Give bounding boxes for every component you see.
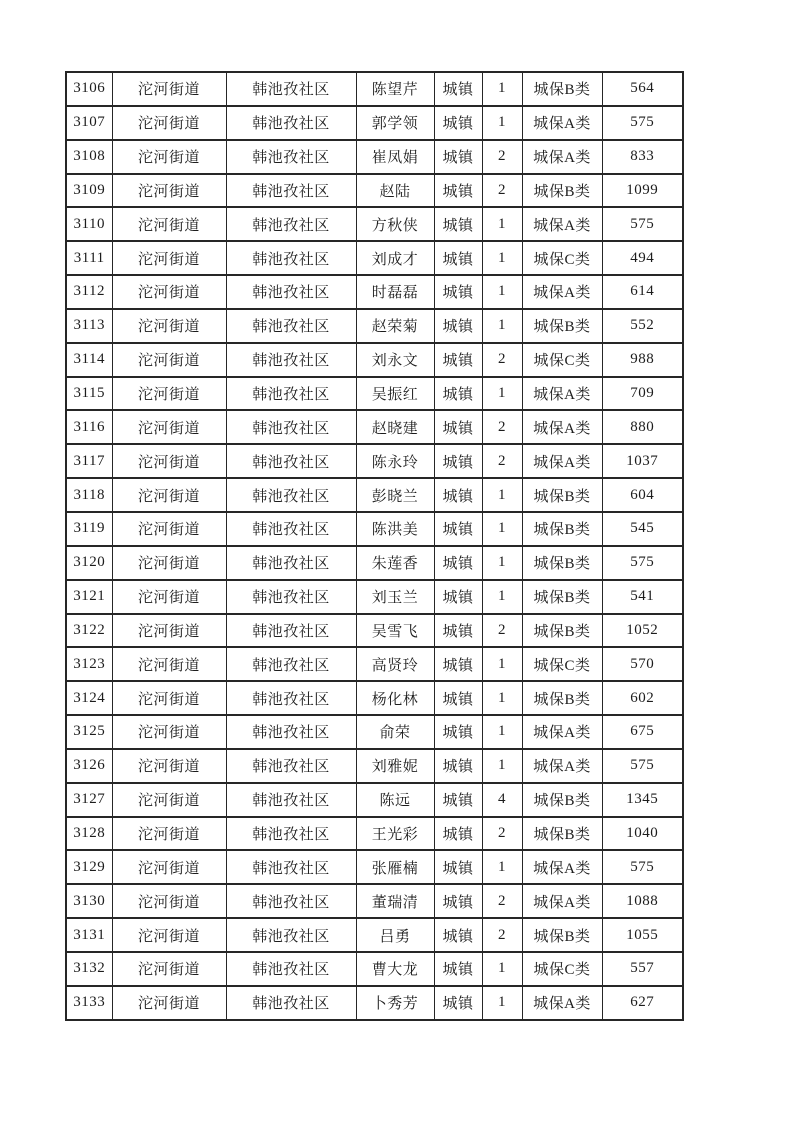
cell-person-count: 1 (482, 986, 522, 1020)
cell-person-name: 时磊磊 (356, 275, 434, 309)
cell-residence-type: 城镇 (434, 647, 482, 681)
cell-person-name: 刘永文 (356, 343, 434, 377)
cell-amount: 552 (602, 309, 683, 343)
cell-serial-number: 3132 (66, 952, 112, 986)
table-row (66, 952, 683, 986)
cell-community: 韩池孜社区 (226, 309, 356, 343)
cell-benefit-category: 城保A类 (522, 715, 602, 749)
cell-person-name: 刘成才 (356, 241, 434, 275)
cell-person-name: 吴振红 (356, 377, 434, 411)
cell-community: 韩池孜社区 (226, 478, 356, 512)
cell-residence-type: 城镇 (434, 614, 482, 648)
cell-community: 韩池孜社区 (226, 918, 356, 952)
cell-person-count: 4 (482, 783, 522, 817)
cell-residence-type: 城镇 (434, 715, 482, 749)
cell-community: 韩池孜社区 (226, 275, 356, 309)
cell-serial-number: 3126 (66, 749, 112, 783)
cell-serial-number: 3116 (66, 410, 112, 444)
table-row (66, 174, 683, 208)
cell-person-count: 1 (482, 580, 522, 614)
cell-serial-number: 3112 (66, 275, 112, 309)
cell-person-name: 彭晓兰 (356, 478, 434, 512)
cell-person-name: 卜秀芳 (356, 986, 434, 1020)
cell-community: 韩池孜社区 (226, 783, 356, 817)
cell-residence-type: 城镇 (434, 580, 482, 614)
cell-street: 沱河街道 (112, 275, 226, 309)
cell-serial-number: 3129 (66, 850, 112, 884)
table-row (66, 309, 683, 343)
cell-benefit-category: 城保C类 (522, 952, 602, 986)
cell-benefit-category: 城保C类 (522, 343, 602, 377)
cell-amount: 1055 (602, 918, 683, 952)
cell-person-count: 1 (482, 377, 522, 411)
table-row (66, 377, 683, 411)
cell-amount: 1037 (602, 444, 683, 478)
cell-benefit-category: 城保B类 (522, 783, 602, 817)
cell-street: 沱河街道 (112, 546, 226, 580)
cell-person-count: 2 (482, 614, 522, 648)
cell-benefit-category: 城保A类 (522, 106, 602, 140)
cell-street: 沱河街道 (112, 309, 226, 343)
table-row (66, 410, 683, 444)
cell-street: 沱河街道 (112, 241, 226, 275)
table-row (66, 986, 683, 1020)
cell-community: 韩池孜社区 (226, 647, 356, 681)
table-row (66, 478, 683, 512)
cell-amount: 557 (602, 952, 683, 986)
cell-person-name: 吕勇 (356, 918, 434, 952)
cell-amount: 614 (602, 275, 683, 309)
table-body (66, 72, 683, 1020)
cell-benefit-category: 城保A类 (522, 749, 602, 783)
table-row (66, 106, 683, 140)
cell-serial-number: 3114 (66, 343, 112, 377)
cell-serial-number: 3131 (66, 918, 112, 952)
cell-amount: 1088 (602, 884, 683, 918)
cell-residence-type: 城镇 (434, 512, 482, 546)
cell-community: 韩池孜社区 (226, 512, 356, 546)
cell-serial-number: 3109 (66, 174, 112, 208)
table-row (66, 614, 683, 648)
cell-amount: 494 (602, 241, 683, 275)
cell-person-name: 赵荣菊 (356, 309, 434, 343)
table-row (66, 850, 683, 884)
cell-person-name: 赵晓建 (356, 410, 434, 444)
cell-community: 韩池孜社区 (226, 817, 356, 851)
cell-residence-type: 城镇 (434, 884, 482, 918)
table-row (66, 884, 683, 918)
cell-benefit-category: 城保A类 (522, 207, 602, 241)
cell-community: 韩池孜社区 (226, 140, 356, 174)
cell-amount: 1345 (602, 783, 683, 817)
cell-amount: 988 (602, 343, 683, 377)
cell-street: 沱河街道 (112, 614, 226, 648)
table-row (66, 918, 683, 952)
benefit-roster-table (65, 71, 684, 1021)
cell-amount: 575 (602, 207, 683, 241)
cell-street: 沱河街道 (112, 512, 226, 546)
cell-benefit-category: 城保B类 (522, 72, 602, 106)
cell-person-count: 1 (482, 275, 522, 309)
cell-residence-type: 城镇 (434, 850, 482, 884)
cell-amount: 1052 (602, 614, 683, 648)
cell-amount: 709 (602, 377, 683, 411)
cell-community: 韩池孜社区 (226, 749, 356, 783)
cell-person-count: 1 (482, 512, 522, 546)
cell-person-name: 曹大龙 (356, 952, 434, 986)
cell-benefit-category: 城保B类 (522, 918, 602, 952)
cell-residence-type: 城镇 (434, 140, 482, 174)
cell-street: 沱河街道 (112, 377, 226, 411)
cell-benefit-category: 城保A类 (522, 850, 602, 884)
table-row (66, 580, 683, 614)
cell-benefit-category: 城保A类 (522, 884, 602, 918)
table-row (66, 72, 683, 106)
cell-amount: 1099 (602, 174, 683, 208)
cell-benefit-category: 城保A类 (522, 275, 602, 309)
cell-community: 韩池孜社区 (226, 850, 356, 884)
table-row (66, 207, 683, 241)
cell-serial-number: 3108 (66, 140, 112, 174)
cell-serial-number: 3124 (66, 681, 112, 715)
cell-residence-type: 城镇 (434, 749, 482, 783)
cell-benefit-category: 城保A类 (522, 444, 602, 478)
cell-serial-number: 3106 (66, 72, 112, 106)
cell-person-count: 1 (482, 207, 522, 241)
cell-amount: 575 (602, 546, 683, 580)
cell-person-count: 1 (482, 478, 522, 512)
cell-person-name: 杨化林 (356, 681, 434, 715)
cell-community: 韩池孜社区 (226, 72, 356, 106)
cell-residence-type: 城镇 (434, 106, 482, 140)
cell-community: 韩池孜社区 (226, 986, 356, 1020)
cell-street: 沱河街道 (112, 72, 226, 106)
cell-residence-type: 城镇 (434, 444, 482, 478)
cell-benefit-category: 城保B类 (522, 174, 602, 208)
cell-benefit-category: 城保B类 (522, 817, 602, 851)
cell-serial-number: 3110 (66, 207, 112, 241)
cell-person-name: 崔凤娟 (356, 140, 434, 174)
cell-person-count: 2 (482, 410, 522, 444)
cell-street: 沱河街道 (112, 140, 226, 174)
cell-street: 沱河街道 (112, 343, 226, 377)
table-row (66, 241, 683, 275)
table-row (66, 444, 683, 478)
table-row (66, 140, 683, 174)
cell-serial-number: 3117 (66, 444, 112, 478)
cell-residence-type: 城镇 (434, 681, 482, 715)
cell-person-count: 2 (482, 444, 522, 478)
cell-street: 沱河街道 (112, 444, 226, 478)
cell-street: 沱河街道 (112, 952, 226, 986)
cell-person-name: 吴雪飞 (356, 614, 434, 648)
cell-amount: 880 (602, 410, 683, 444)
cell-community: 韩池孜社区 (226, 614, 356, 648)
cell-benefit-category: 城保A类 (522, 986, 602, 1020)
cell-person-count: 2 (482, 884, 522, 918)
cell-serial-number: 3107 (66, 106, 112, 140)
cell-street: 沱河街道 (112, 106, 226, 140)
cell-serial-number: 3133 (66, 986, 112, 1020)
cell-street: 沱河街道 (112, 207, 226, 241)
table-row (66, 817, 683, 851)
cell-community: 韩池孜社区 (226, 546, 356, 580)
cell-serial-number: 3111 (66, 241, 112, 275)
cell-person-count: 1 (482, 647, 522, 681)
cell-person-name: 方秋侠 (356, 207, 434, 241)
cell-amount: 570 (602, 647, 683, 681)
cell-residence-type: 城镇 (434, 918, 482, 952)
cell-serial-number: 3119 (66, 512, 112, 546)
cell-community: 韩池孜社区 (226, 715, 356, 749)
cell-serial-number: 3123 (66, 647, 112, 681)
cell-amount: 627 (602, 986, 683, 1020)
cell-person-name: 陈永玲 (356, 444, 434, 478)
cell-community: 韩池孜社区 (226, 952, 356, 986)
cell-person-count: 1 (482, 72, 522, 106)
cell-person-name: 高贤玲 (356, 647, 434, 681)
cell-person-name: 俞荣 (356, 715, 434, 749)
cell-amount: 575 (602, 850, 683, 884)
cell-person-count: 2 (482, 918, 522, 952)
table-row (66, 546, 683, 580)
cell-residence-type: 城镇 (434, 546, 482, 580)
cell-person-name: 陈远 (356, 783, 434, 817)
cell-street: 沱河街道 (112, 817, 226, 851)
cell-residence-type: 城镇 (434, 952, 482, 986)
cell-person-name: 陈望芹 (356, 72, 434, 106)
cell-residence-type: 城镇 (434, 986, 482, 1020)
cell-amount: 575 (602, 106, 683, 140)
cell-residence-type: 城镇 (434, 478, 482, 512)
cell-benefit-category: 城保A类 (522, 140, 602, 174)
cell-benefit-category: 城保B类 (522, 614, 602, 648)
cell-residence-type: 城镇 (434, 343, 482, 377)
table-row (66, 783, 683, 817)
cell-person-count: 2 (482, 343, 522, 377)
cell-person-name: 陈洪美 (356, 512, 434, 546)
cell-community: 韩池孜社区 (226, 106, 356, 140)
cell-serial-number: 3127 (66, 783, 112, 817)
cell-person-name: 朱莲香 (356, 546, 434, 580)
cell-serial-number: 3113 (66, 309, 112, 343)
cell-person-count: 1 (482, 309, 522, 343)
cell-serial-number: 3121 (66, 580, 112, 614)
cell-person-count: 1 (482, 241, 522, 275)
cell-community: 韩池孜社区 (226, 377, 356, 411)
cell-community: 韩池孜社区 (226, 884, 356, 918)
cell-residence-type: 城镇 (434, 275, 482, 309)
cell-serial-number: 3128 (66, 817, 112, 851)
cell-amount: 604 (602, 478, 683, 512)
cell-amount: 1040 (602, 817, 683, 851)
cell-person-count: 2 (482, 817, 522, 851)
cell-person-count: 1 (482, 850, 522, 884)
table-row (66, 681, 683, 715)
cell-benefit-category: 城保B类 (522, 681, 602, 715)
cell-benefit-category: 城保C类 (522, 241, 602, 275)
cell-benefit-category: 城保B类 (522, 546, 602, 580)
cell-benefit-category: 城保B类 (522, 512, 602, 546)
cell-street: 沱河街道 (112, 918, 226, 952)
cell-community: 韩池孜社区 (226, 681, 356, 715)
cell-community: 韩池孜社区 (226, 580, 356, 614)
cell-residence-type: 城镇 (434, 377, 482, 411)
cell-person-count: 2 (482, 140, 522, 174)
cell-person-count: 1 (482, 106, 522, 140)
cell-amount: 602 (602, 681, 683, 715)
table-row (66, 512, 683, 546)
cell-street: 沱河街道 (112, 884, 226, 918)
cell-amount: 564 (602, 72, 683, 106)
cell-street: 沱河街道 (112, 986, 226, 1020)
cell-street: 沱河街道 (112, 749, 226, 783)
cell-person-count: 1 (482, 952, 522, 986)
cell-benefit-category: 城保B类 (522, 309, 602, 343)
cell-residence-type: 城镇 (434, 817, 482, 851)
cell-person-name: 刘玉兰 (356, 580, 434, 614)
cell-benefit-category: 城保A类 (522, 410, 602, 444)
cell-residence-type: 城镇 (434, 410, 482, 444)
cell-street: 沱河街道 (112, 783, 226, 817)
cell-person-count: 2 (482, 174, 522, 208)
cell-street: 沱河街道 (112, 647, 226, 681)
cell-residence-type: 城镇 (434, 174, 482, 208)
cell-benefit-category: 城保C类 (522, 647, 602, 681)
cell-benefit-category: 城保A类 (522, 377, 602, 411)
cell-person-name: 张雁楠 (356, 850, 434, 884)
cell-benefit-category: 城保B类 (522, 580, 602, 614)
cell-amount: 541 (602, 580, 683, 614)
cell-street: 沱河街道 (112, 174, 226, 208)
cell-residence-type: 城镇 (434, 241, 482, 275)
cell-street: 沱河街道 (112, 580, 226, 614)
cell-serial-number: 3122 (66, 614, 112, 648)
cell-street: 沱河街道 (112, 410, 226, 444)
cell-community: 韩池孜社区 (226, 174, 356, 208)
cell-serial-number: 3120 (66, 546, 112, 580)
cell-person-count: 1 (482, 749, 522, 783)
cell-serial-number: 3115 (66, 377, 112, 411)
cell-person-name: 赵陆 (356, 174, 434, 208)
cell-amount: 575 (602, 749, 683, 783)
cell-person-count: 1 (482, 715, 522, 749)
cell-amount: 545 (602, 512, 683, 546)
cell-residence-type: 城镇 (434, 207, 482, 241)
cell-community: 韩池孜社区 (226, 207, 356, 241)
cell-person-count: 1 (482, 681, 522, 715)
cell-street: 沱河街道 (112, 478, 226, 512)
cell-amount: 833 (602, 140, 683, 174)
cell-residence-type: 城镇 (434, 309, 482, 343)
cell-serial-number: 3130 (66, 884, 112, 918)
cell-residence-type: 城镇 (434, 783, 482, 817)
cell-community: 韩池孜社区 (226, 444, 356, 478)
cell-street: 沱河街道 (112, 681, 226, 715)
cell-residence-type: 城镇 (434, 72, 482, 106)
cell-street: 沱河街道 (112, 850, 226, 884)
cell-amount: 675 (602, 715, 683, 749)
cell-serial-number: 3118 (66, 478, 112, 512)
cell-person-name: 董瑞清 (356, 884, 434, 918)
cell-person-name: 郭学领 (356, 106, 434, 140)
cell-community: 韩池孜社区 (226, 410, 356, 444)
table-row (66, 749, 683, 783)
table-row (66, 647, 683, 681)
cell-community: 韩池孜社区 (226, 241, 356, 275)
cell-community: 韩池孜社区 (226, 343, 356, 377)
table-row (66, 715, 683, 749)
table-row (66, 275, 683, 309)
cell-person-count: 1 (482, 546, 522, 580)
table-row (66, 343, 683, 377)
cell-street: 沱河街道 (112, 715, 226, 749)
cell-benefit-category: 城保B类 (522, 478, 602, 512)
cell-serial-number: 3125 (66, 715, 112, 749)
cell-person-name: 刘雅妮 (356, 749, 434, 783)
cell-person-name: 王光彩 (356, 817, 434, 851)
